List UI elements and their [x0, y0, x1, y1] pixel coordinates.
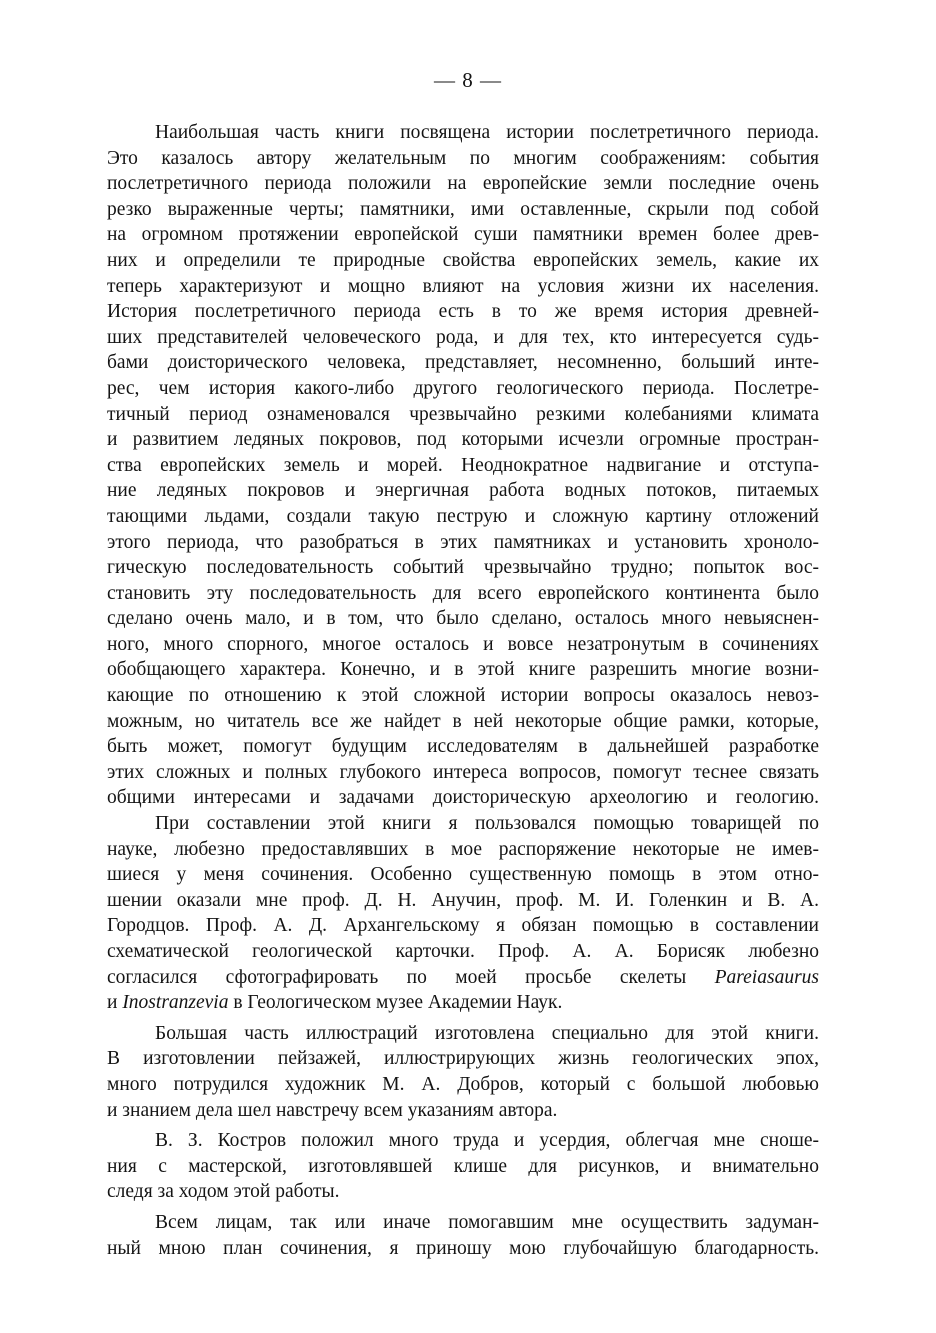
text-line: ства европейских земель и морей. Неоднократное надвигание и отступа-: [107, 454, 819, 476]
text-line: гическую последовательность событий чрезвычайно трудно; попыток вос-: [107, 557, 819, 579]
text-line: науке, любезно предоставлявших в мое распоряжение некоторые не имев-: [107, 838, 819, 860]
text-line: быть может, помогут будущим исследователям в дальнейшей разработке: [107, 736, 819, 758]
page-number: — 8 —: [434, 68, 502, 92]
text-line: рес, чем история какого-либо другого геологического периода. Послетре-: [107, 377, 819, 399]
text-line: резко выраженные черты; памятники, ими оставленные, скрыли под собой: [107, 198, 819, 220]
text-line: согласился сфотографировать по моей просьбе скелеты Pareiasaurus: [107, 966, 819, 988]
text-line: Это казалось автору желательным по многим соображениям: события: [107, 147, 819, 169]
text-line: и знанием дела шел навстречу всем указаниям автора.: [107, 1099, 558, 1121]
paragraph-introduction: [107, 120, 819, 811]
text-line: схематической геологической карточки. Проф. А. А. Борисяк любезно: [107, 941, 819, 962]
text-line: ших представителей человеческого рода, и для тех, кто интересуется судь-: [107, 326, 819, 348]
text-line: ние ледяных покровов и энергичная работа водных потоков, питаемых: [107, 480, 819, 502]
text-line: При составлении этой книги я пользовался помощью товарищей по: [155, 813, 819, 835]
text-line: Большая часть иллюстраций изготовлена специально для этой книги.: [155, 1022, 819, 1044]
text-line: много потрудился художник М. А. Добров, который с большой любовью: [107, 1073, 819, 1095]
text-line: История послетретичного периода есть в то же время история древней-: [107, 301, 819, 323]
body-text: [107, 120, 819, 1261]
text-line: кающие по отношению к этой сложной истории вопросы оказалось невоз-: [107, 685, 819, 707]
text-line: общими интересами и задачами доисторическую археологию и геологию.: [107, 787, 819, 809]
text-line: тичный период ознаменовался чрезвычайно резкими колебаниями климата: [107, 403, 819, 425]
text-line: шении оказали мне проф. Д. Н. Анучин, проф. М. И. Голенкин и В. А.: [107, 889, 819, 911]
paragraph-gratitude: [107, 1210, 819, 1261]
text-line: них и определили те природные свойства европейских земель, какие их: [107, 249, 819, 271]
text-line: этого периода, что разобраться в этих памятниках и установить хроноло-: [107, 531, 819, 553]
text-line: теперь характеризуют и мощно влияют на условия жизни их населения.: [107, 275, 819, 297]
genus-name: Pareiasaurus: [714, 966, 819, 988]
text-line: Городцов. Проф. А. Д. Архангельскому я обязан помощью в составлении: [107, 915, 819, 937]
text-line: В. З. Костров положил много труда и усердия, облегчая мне сноше-: [155, 1130, 819, 1152]
paragraph-illustrations: [107, 1021, 819, 1123]
text-line: тающими льдами, создали такую пеструю и сложную картину отложений: [107, 505, 819, 527]
paragraph-acknowledgement-colleagues: [107, 811, 819, 1016]
text-line: ного, много спорного, многое осталось и вовсе незатронутым в сочинениях: [107, 633, 819, 655]
text-line: можным, но читатель все же найдет в ней некоторые общие рамки, которые,: [107, 710, 819, 732]
text-line: Всем лицам, так или иначе помогавшим мне осуществить задуман-: [155, 1211, 819, 1233]
text-line: сделано очень мало, и в том, что было сделано, осталось много невыяснен-: [107, 608, 819, 630]
text-line: послетретичного периода положили на европейские земли последние очень: [107, 173, 819, 195]
text-line: ный мною план сочинения, я приношу мою глубочайшую благодарность.: [107, 1237, 819, 1259]
text-line: В изготовлении пейзажей, иллюстрирующих жизнь геологических эпох,: [107, 1048, 819, 1070]
text-line: ния с мастерской, изготовлявшей клише для рисунков, и внимательно: [107, 1155, 819, 1177]
genus-name: Inostranzevia: [122, 992, 229, 1014]
text-line: и развитием ледяных покровов, под которыми исчезли огромные простран-: [107, 429, 819, 451]
text-line: Наибольшая часть книги посвящена истории послетретичного периода.: [155, 122, 819, 143]
text-line: следя за ходом этой работы.: [107, 1181, 340, 1203]
text-line: этих сложных и полных глубокого интереса вопросов, помогут теснее связать: [107, 761, 819, 783]
text-line: становить эту последовательность для всего европейского континента было: [107, 582, 819, 604]
text-line: обобщающего характера. Конечно, и в этой книге разрешить многие возни-: [107, 659, 819, 681]
text-line: на огромном протяжении европейской суши памятники времен более древ-: [107, 224, 819, 246]
text-line: бами доисторического человека, представляет, несомненно, больший инте-: [107, 352, 819, 374]
text-line: и Inostranzevia в Геологическом музее Академии Наук.: [107, 992, 563, 1014]
paragraph-kostrov: [107, 1128, 819, 1205]
text-line: шиеся у меня сочинения. Особенно существенную помощь в этом отно-: [107, 864, 819, 886]
